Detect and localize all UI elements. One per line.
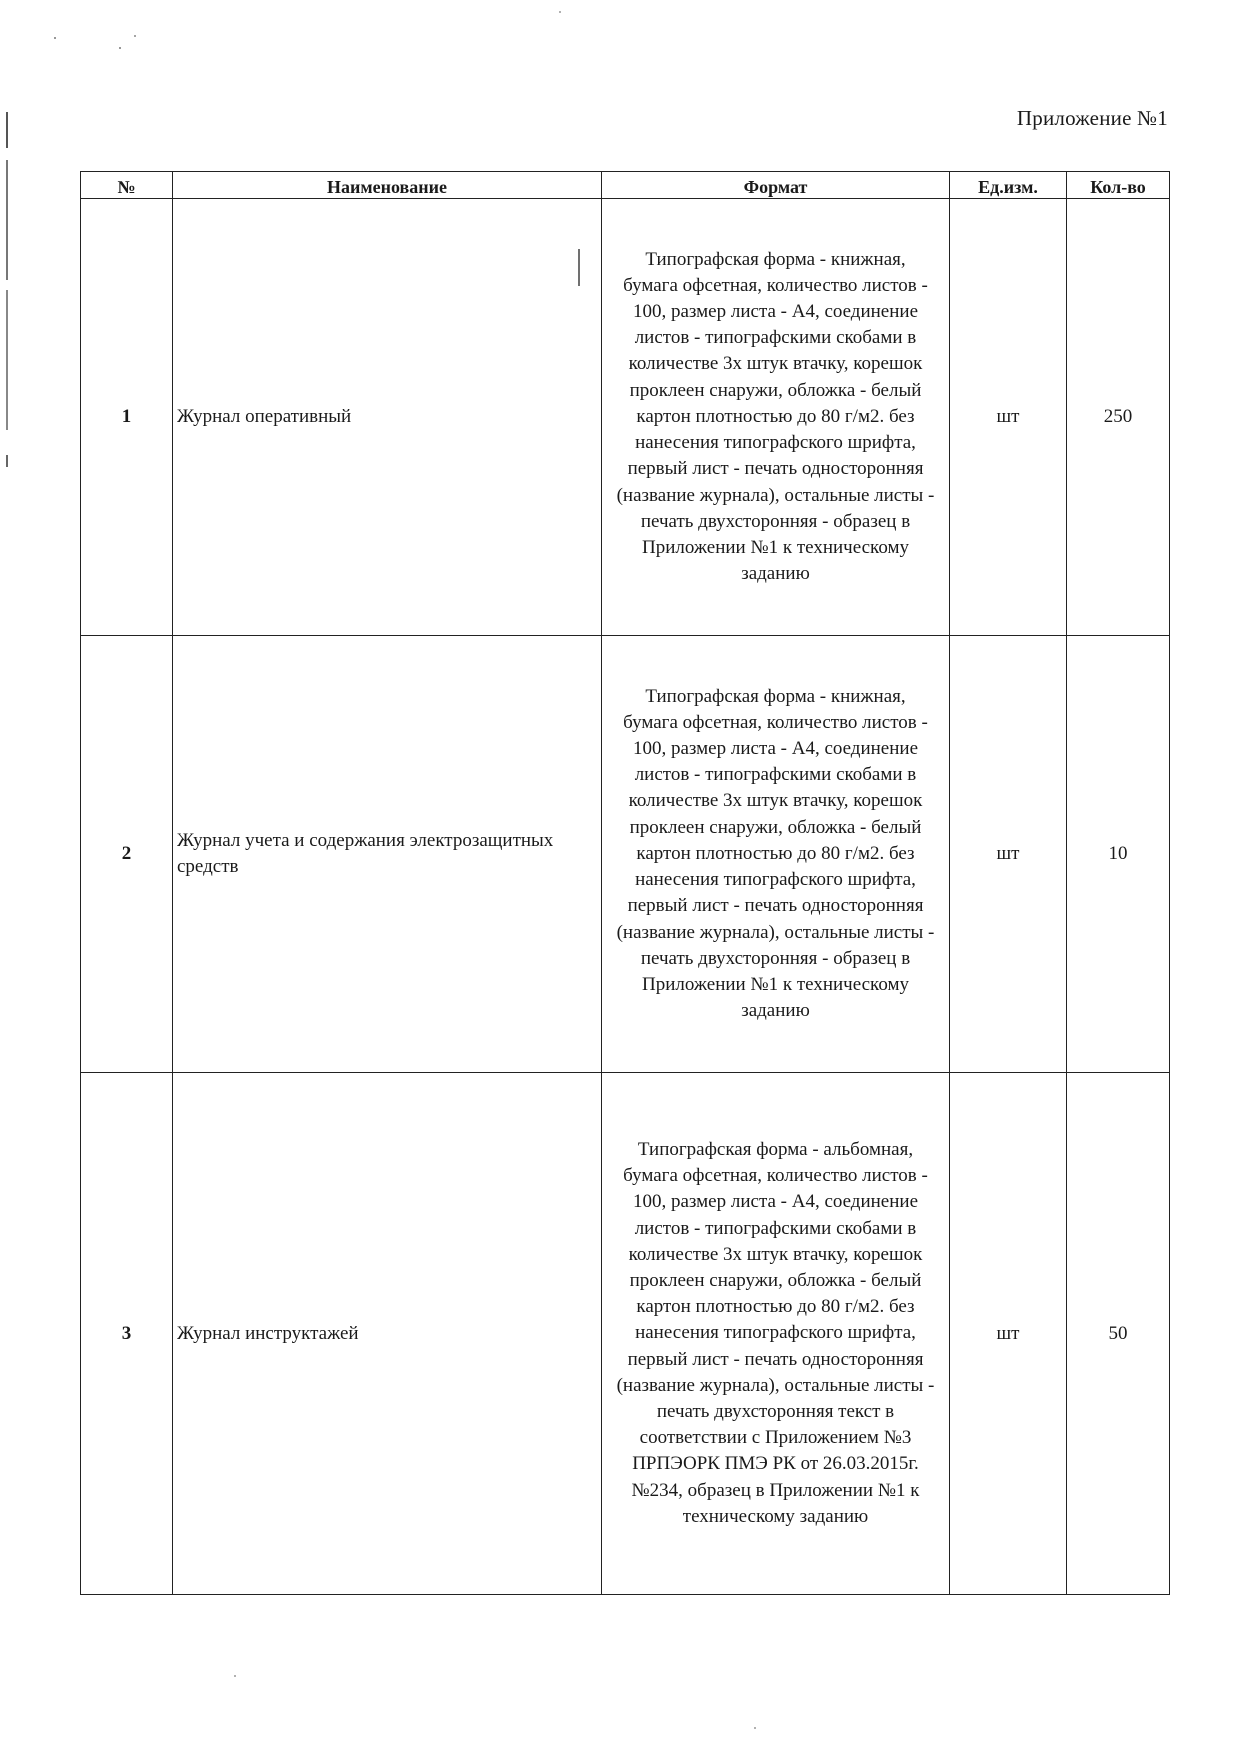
row-number: 2 [81, 636, 173, 1073]
header-name: Наименование [173, 172, 602, 199]
row-format: Типографская форма - книжная, бумага офсетная, количество листов - 100, размер листа - А4, соединение листов - типографскими скобами в количестве 3х штук втачку, корешок проклеен снаружи, обложка - белый картон плотностью до 80 г/м2. без нанесения типографского шрифта, первый лист - печать односторонняя (название журнала), остальные листы - печать двухсторонняя - образец в Приложении №1 к техническому заданию [602, 636, 950, 1073]
row-number: 1 [81, 199, 173, 636]
row-unit: шт [950, 636, 1067, 1073]
table-row [81, 1073, 1170, 1595]
table-row [81, 636, 1170, 1073]
row-qty: 50 [1067, 1073, 1170, 1595]
row-unit: шт [950, 199, 1067, 636]
header-unit: Ед.изм. [950, 172, 1067, 199]
header-qty: Кол-во [1067, 172, 1170, 199]
row-name: Журнал учета и содержания электрозащитных средств [173, 636, 602, 1073]
row-name: Журнал инструктажей [173, 1073, 602, 1595]
row-number: 3 [81, 1073, 173, 1595]
table-row [81, 199, 1170, 636]
row-qty: 10 [1067, 636, 1170, 1073]
row-format: Типографская форма - книжная, бумага офсетная, количество листов - 100, размер листа - А4, соединение листов - типографскими скобами в количестве 3х штук втачку, корешок проклеен снаружи, обложка - белый картон плотностью до 80 г/м2. без нанесения типографского шрифта, первый лист - печать односторонняя (название журнала), остальные листы - печать двухсторонняя - образец в Приложении №1 к техническому заданию [602, 199, 950, 636]
row-qty: 250 [1067, 199, 1170, 636]
appendix-title: Приложение №1 [1016, 106, 1168, 130]
header-num: № [81, 172, 173, 199]
row-format: Типографская форма - альбомная, бумага офсетная, количество листов - 100, размер листа - А4, соединение листов - типографскими скобами в количестве 3х штук втачку, корешок проклеен снаружи, обложка - белый картон плотностью до 80 г/м2. без нанесения типографского шрифта, первый лист - печать односторонняя (название журнала), остальные листы - печать двухсторонняя текст в соответствии с Приложением №3 ПРПЭОРК ПМЭ РК от 26.03.2015г. №234, образец в Приложении №1 к техническому заданию [602, 1073, 950, 1595]
row-name: Журнал оперативный [173, 199, 602, 636]
header-format: Формат [602, 172, 950, 199]
row-unit: шт [950, 1073, 1067, 1595]
table-header-row [81, 172, 1170, 199]
specification-table [80, 171, 1170, 1595]
